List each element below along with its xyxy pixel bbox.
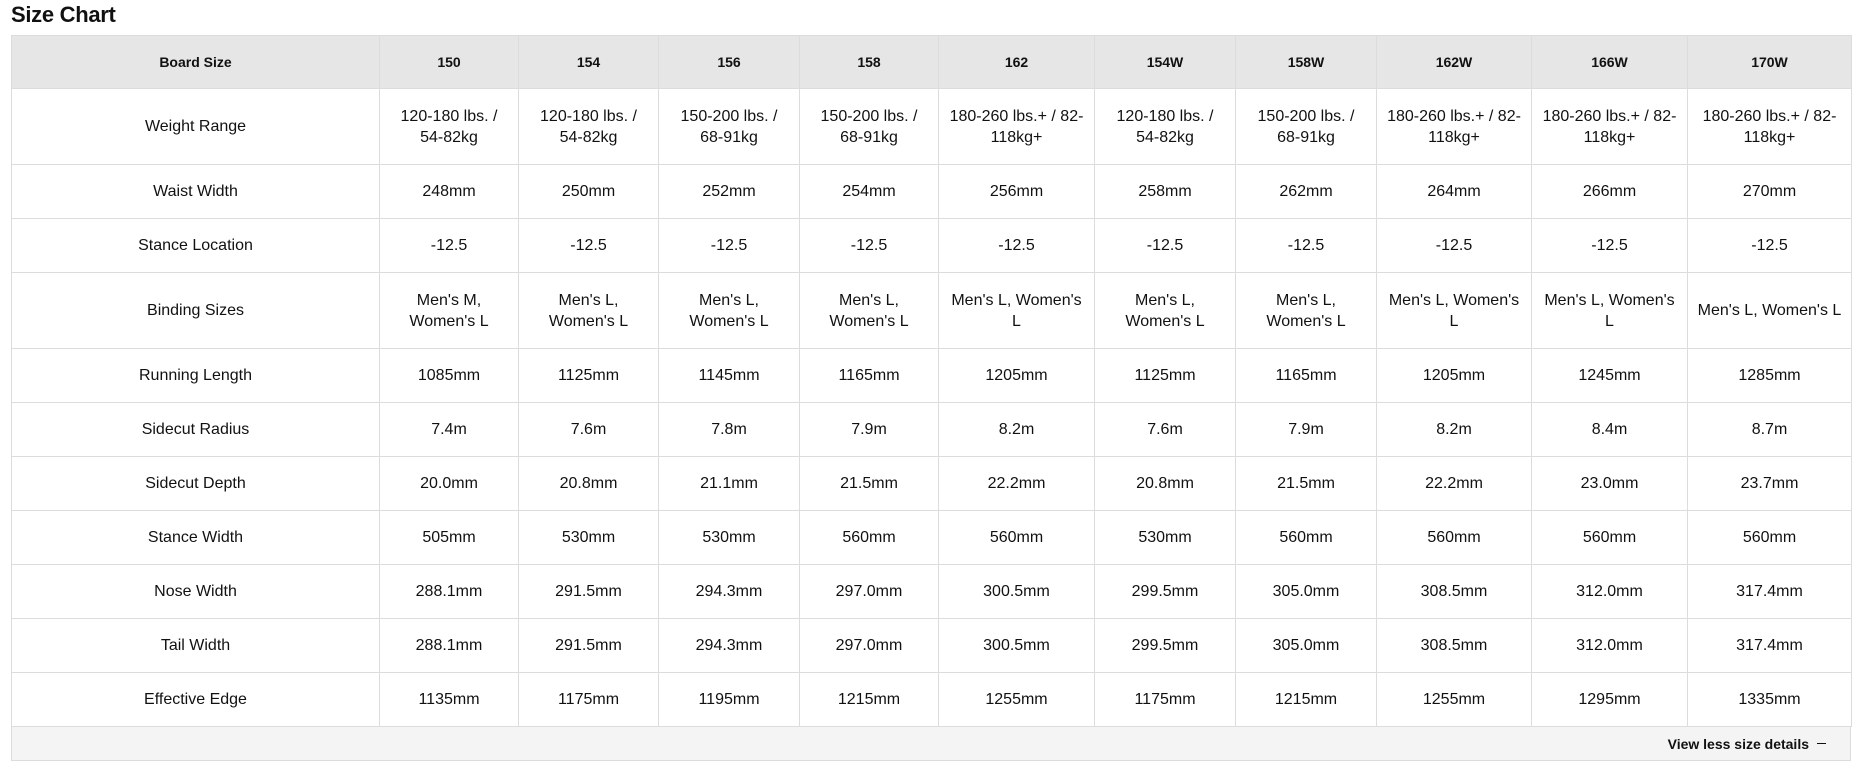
- table-cell: 7.9m: [1236, 403, 1377, 457]
- row-label: Running Length: [12, 349, 380, 403]
- table-cell: 7.4m: [380, 403, 519, 457]
- table-cell: 8.2m: [1377, 403, 1532, 457]
- table-cell: 1125mm: [519, 349, 659, 403]
- table-cell: -12.5: [1532, 219, 1688, 273]
- table-row: [12, 165, 1852, 219]
- table-row: [12, 565, 1852, 619]
- table-cell: 20.0mm: [380, 457, 519, 511]
- table-cell: 7.6m: [1095, 403, 1236, 457]
- table-cell: 180-260 lbs.+ / 82-118kg+: [1688, 89, 1852, 165]
- column-header: 154: [519, 36, 659, 89]
- table-cell: 300.5mm: [939, 619, 1095, 673]
- table-row: [12, 619, 1852, 673]
- table-cell: 7.6m: [519, 403, 659, 457]
- table-cell: 560mm: [1688, 511, 1852, 565]
- table-cell: 291.5mm: [519, 619, 659, 673]
- table-cell: 254mm: [800, 165, 939, 219]
- size-chart: [11, 35, 1851, 761]
- table-cell: Men's L, Women's L: [1532, 273, 1688, 349]
- table-cell: 288.1mm: [380, 565, 519, 619]
- table-cell: 22.2mm: [939, 457, 1095, 511]
- table-cell: 312.0mm: [1532, 619, 1688, 673]
- table-cell: 1205mm: [1377, 349, 1532, 403]
- table-cell: 1175mm: [519, 673, 659, 727]
- table-cell: 1295mm: [1532, 673, 1688, 727]
- table-cell: 23.0mm: [1532, 457, 1688, 511]
- header-row: [12, 36, 1852, 89]
- table-cell: 1335mm: [1688, 673, 1852, 727]
- table-footer: [11, 727, 1851, 761]
- table-cell: 180-260 lbs.+ / 82-118kg+: [1532, 89, 1688, 165]
- view-less-details-label: View less size details: [1667, 735, 1809, 752]
- table-cell: -12.5: [519, 219, 659, 273]
- table-cell: 1255mm: [1377, 673, 1532, 727]
- table-row: [12, 403, 1852, 457]
- table-cell: 560mm: [1532, 511, 1688, 565]
- table-cell: 1145mm: [659, 349, 800, 403]
- table-cell: 288.1mm: [380, 619, 519, 673]
- table-cell: 299.5mm: [1095, 619, 1236, 673]
- table-cell: 297.0mm: [800, 619, 939, 673]
- table-cell: 560mm: [1377, 511, 1532, 565]
- column-header: 158: [800, 36, 939, 89]
- row-label: Stance Location: [12, 219, 380, 273]
- corner-header: Board Size: [12, 36, 380, 89]
- table-cell: 505mm: [380, 511, 519, 565]
- table-cell: 1285mm: [1688, 349, 1852, 403]
- table-cell: 22.2mm: [1377, 457, 1532, 511]
- column-header: 156: [659, 36, 800, 89]
- table-cell: 150-200 lbs. / 68-91kg: [800, 89, 939, 165]
- table-cell: 270mm: [1688, 165, 1852, 219]
- row-label: Stance Width: [12, 511, 380, 565]
- table-cell: Men's L, Women's L: [1236, 273, 1377, 349]
- table-cell: 560mm: [939, 511, 1095, 565]
- table-cell: -12.5: [1236, 219, 1377, 273]
- table-cell: 7.8m: [659, 403, 800, 457]
- table-row: [12, 89, 1852, 165]
- table-cell: -12.5: [1095, 219, 1236, 273]
- table-cell: 305.0mm: [1236, 565, 1377, 619]
- column-header: 162: [939, 36, 1095, 89]
- table-cell: 8.7m: [1688, 403, 1852, 457]
- table-cell: -12.5: [1688, 219, 1852, 273]
- table-cell: 1085mm: [380, 349, 519, 403]
- table-cell: 294.3mm: [659, 565, 800, 619]
- table-cell: 262mm: [1236, 165, 1377, 219]
- table-cell: 317.4mm: [1688, 619, 1852, 673]
- table-cell: -12.5: [380, 219, 519, 273]
- row-label: Tail Width: [12, 619, 380, 673]
- table-cell: 180-260 lbs.+ / 82-118kg+: [1377, 89, 1532, 165]
- view-less-details-button[interactable]: [1668, 736, 1826, 752]
- row-label: Binding Sizes: [12, 273, 380, 349]
- table-cell: -12.5: [659, 219, 800, 273]
- row-label: Waist Width: [12, 165, 380, 219]
- table-cell: 150-200 lbs. / 68-91kg: [1236, 89, 1377, 165]
- row-label: Sidecut Radius: [12, 403, 380, 457]
- table-cell: Men's L, Women's L: [939, 273, 1095, 349]
- row-label: Nose Width: [12, 565, 380, 619]
- table-cell: 248mm: [380, 165, 519, 219]
- row-label: Weight Range: [12, 89, 380, 165]
- table-cell: 560mm: [800, 511, 939, 565]
- table-row: [12, 219, 1852, 273]
- table-cell: 308.5mm: [1377, 619, 1532, 673]
- table-cell: 291.5mm: [519, 565, 659, 619]
- table-cell: 294.3mm: [659, 619, 800, 673]
- table-cell: 264mm: [1377, 165, 1532, 219]
- table-cell: 8.4m: [1532, 403, 1688, 457]
- table-cell: 312.0mm: [1532, 565, 1688, 619]
- table-row: [12, 511, 1852, 565]
- table-cell: Men's L, Women's L: [1095, 273, 1236, 349]
- table-cell: 299.5mm: [1095, 565, 1236, 619]
- table-cell: 1175mm: [1095, 673, 1236, 727]
- table-cell: 1165mm: [800, 349, 939, 403]
- table-cell: 20.8mm: [519, 457, 659, 511]
- table-cell: -12.5: [1377, 219, 1532, 273]
- table-cell: 1245mm: [1532, 349, 1688, 403]
- table-row: [12, 457, 1852, 511]
- table-cell: 560mm: [1236, 511, 1377, 565]
- minus-icon: [1817, 743, 1826, 745]
- row-label: Sidecut Depth: [12, 457, 380, 511]
- table-cell: 256mm: [939, 165, 1095, 219]
- table-cell: 120-180 lbs. / 54-82kg: [1095, 89, 1236, 165]
- table-cell: 1205mm: [939, 349, 1095, 403]
- table-cell: Men's L, Women's L: [519, 273, 659, 349]
- table-cell: 266mm: [1532, 165, 1688, 219]
- table-cell: 1165mm: [1236, 349, 1377, 403]
- table-cell: 297.0mm: [800, 565, 939, 619]
- table-cell: 530mm: [1095, 511, 1236, 565]
- table-cell: Men's L, Women's L: [1377, 273, 1532, 349]
- table-cell: 21.1mm: [659, 457, 800, 511]
- table-cell: Men's L, Women's L: [1688, 273, 1852, 349]
- table-cell: Men's L, Women's L: [800, 273, 939, 349]
- table-row: [12, 673, 1852, 727]
- table-cell: 1125mm: [1095, 349, 1236, 403]
- table-cell: 150-200 lbs. / 68-91kg: [659, 89, 800, 165]
- table-cell: 23.7mm: [1688, 457, 1852, 511]
- column-header: 150: [380, 36, 519, 89]
- table-cell: 1215mm: [800, 673, 939, 727]
- column-header: 170W: [1688, 36, 1852, 89]
- table-row: [12, 349, 1852, 403]
- table-cell: 530mm: [519, 511, 659, 565]
- column-header: 154W: [1095, 36, 1236, 89]
- table-cell: 21.5mm: [800, 457, 939, 511]
- table-cell: 252mm: [659, 165, 800, 219]
- table-cell: 317.4mm: [1688, 565, 1852, 619]
- table-cell: 308.5mm: [1377, 565, 1532, 619]
- column-header: 166W: [1532, 36, 1688, 89]
- column-header: 158W: [1236, 36, 1377, 89]
- table-cell: -12.5: [800, 219, 939, 273]
- table-row: [12, 273, 1852, 349]
- size-table: [11, 35, 1852, 727]
- table-cell: 120-180 lbs. / 54-82kg: [380, 89, 519, 165]
- table-cell: 258mm: [1095, 165, 1236, 219]
- table-cell: -12.5: [939, 219, 1095, 273]
- table-cell: 8.2m: [939, 403, 1095, 457]
- table-cell: 7.9m: [800, 403, 939, 457]
- table-cell: 1215mm: [1236, 673, 1377, 727]
- table-cell: 1135mm: [380, 673, 519, 727]
- table-cell: Men's L, Women's L: [659, 273, 800, 349]
- row-label: Effective Edge: [12, 673, 380, 727]
- table-cell: 1195mm: [659, 673, 800, 727]
- table-cell: 1255mm: [939, 673, 1095, 727]
- table-cell: 530mm: [659, 511, 800, 565]
- table-cell: 20.8mm: [1095, 457, 1236, 511]
- table-cell: 180-260 lbs.+ / 82-118kg+: [939, 89, 1095, 165]
- page-title: Size Chart: [11, 2, 116, 27]
- table-cell: 250mm: [519, 165, 659, 219]
- column-header: 162W: [1377, 36, 1532, 89]
- table-cell: 300.5mm: [939, 565, 1095, 619]
- table-cell: 305.0mm: [1236, 619, 1377, 673]
- table-cell: 21.5mm: [1236, 457, 1377, 511]
- table-cell: 120-180 lbs. / 54-82kg: [519, 89, 659, 165]
- table-cell: Men's M, Women's L: [380, 273, 519, 349]
